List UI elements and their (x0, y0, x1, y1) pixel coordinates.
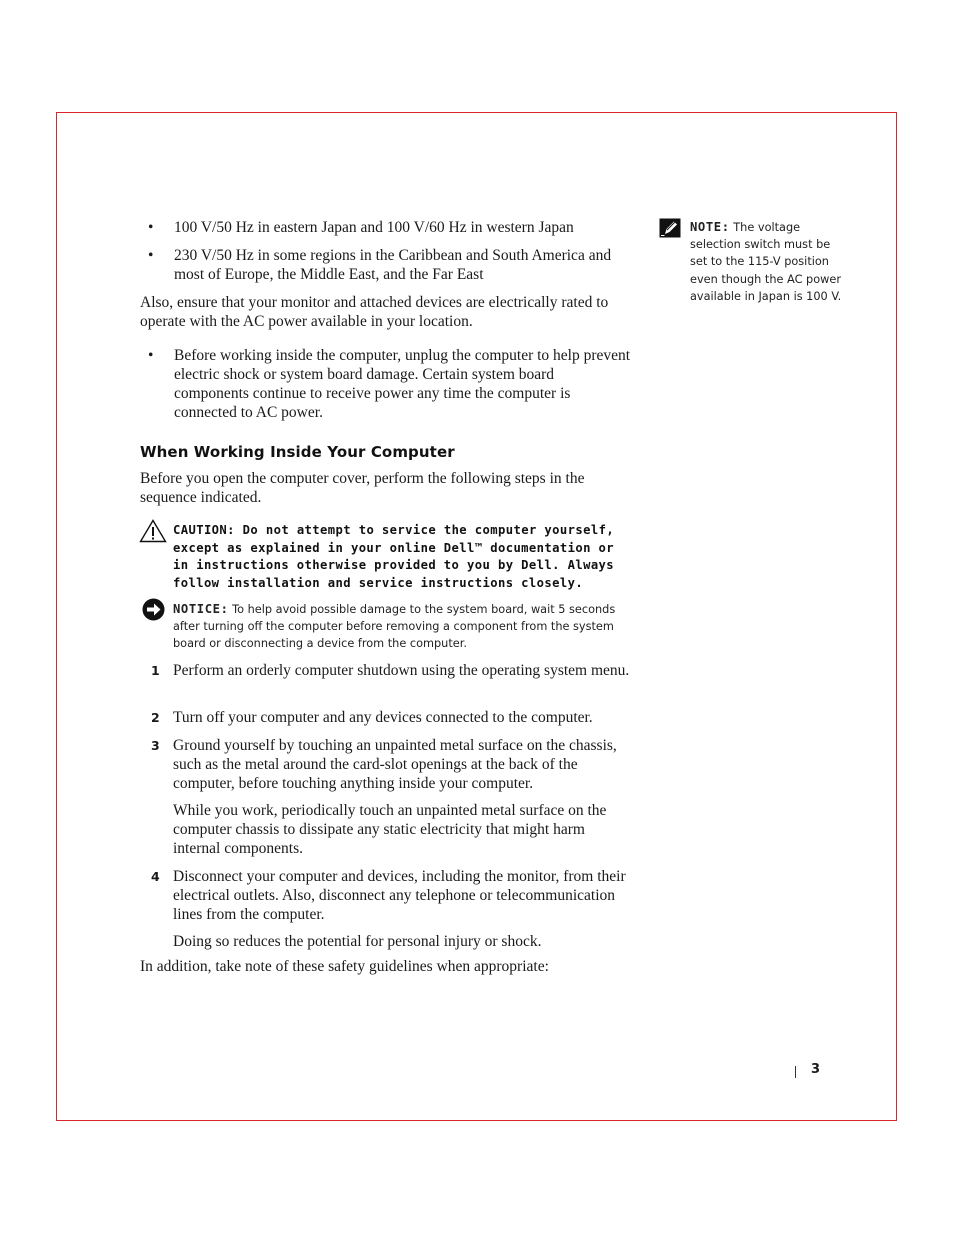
page-number-separator (795, 1066, 796, 1078)
notice-text: To help avoid possible damage to the system board, wait 5 seconds after turning off the computer before removing a component from the system board or disconnecting a device from the computer. (173, 603, 616, 651)
bullet-text: 100 V/50 Hz in eastern Japan and 100 V/60 Hz in western Japan (174, 219, 574, 236)
step-text: Ground yourself by touching an unpainted metal surface on the chassis, such as the metal around the card-slot openings at the back of the computer, before touching anything inside your computer. (173, 737, 617, 792)
bullet-text: 230 V/50 Hz in some regions in the Caribbean and South America and most of Europe, the Middle East, and the Far East (174, 247, 612, 283)
note-label: NOTE: (690, 220, 730, 234)
step-extra-text: Doing so reduces the potential for personal injury or shock. (173, 933, 542, 950)
page-number: 3 (811, 1062, 821, 1077)
bullet-dot: • (148, 347, 154, 364)
note-pencil-icon (659, 218, 681, 238)
step-number: 4 (151, 869, 160, 884)
note-text: The voltage selection switch must be set to the 115-V position even though the AC power available in Japan is 100 V. (690, 221, 842, 303)
step-text: Disconnect your computer and devices, including the monitor, from their electrical outlets. Also, disconnect any telephone or telecommunication lines from the computer. (173, 868, 626, 923)
bullet-dot: • (148, 247, 154, 264)
bullet-text: Before working inside the computer, unplug the computer to help prevent electric shock or system board damage. Certain system board components continue to receive power any time the computer is connected to AC power. (174, 347, 631, 421)
section-heading: When Working Inside Your Computer (140, 443, 455, 461)
step-text: Turn off your computer and any devices connected to the computer. (173, 709, 593, 726)
paragraph-in-addition: In addition, take note of these safety guidelines when appropriate: (140, 958, 549, 975)
step-text: Perform an orderly computer shutdown using the operating system menu. (173, 662, 630, 679)
notice-block (173, 601, 633, 653)
paragraph-before-open: Before you open the computer cover, perform the following steps in the sequence indicated. (140, 470, 585, 506)
step-number: 1 (151, 663, 160, 678)
bullet-dot: • (148, 219, 154, 236)
step-number: 3 (151, 738, 160, 753)
side-note-block (690, 219, 850, 305)
step-extra-text: While you work, periodically touch an unpainted metal surface on the computer chassis to dissipate any static electricity that might harm internal components. (173, 802, 607, 857)
caution-triangle-icon (139, 519, 167, 543)
step-number: 2 (151, 710, 160, 725)
notice-label: NOTICE: (173, 602, 229, 616)
caution-label: CAUTION: (173, 523, 235, 537)
caution-block (173, 522, 633, 592)
caution-text: Do not attempt to service the computer yourself, except as explained in your online Dell™ documentation or in instructions otherwise provided to you by Dell. Always follow installation and service instructions closely. (173, 523, 615, 590)
paragraph-ensure-rating: Also, ensure that your monitor and attached devices are electrically rated to operate with the AC power available in your location. (140, 294, 609, 330)
notice-arrow-icon (142, 598, 165, 621)
